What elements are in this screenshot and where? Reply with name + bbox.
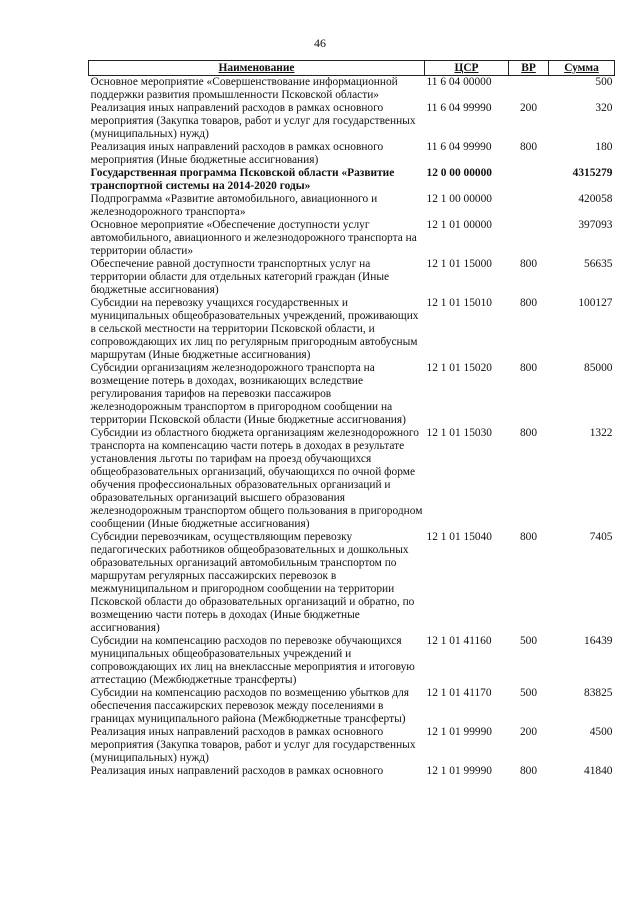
- table-row: [89, 765, 615, 778]
- row-name-cell: Субсидии из областного бюджета организациям железнодорожного транспорта на компенсацию части потерь в доходах в результате установления льготы по тарифам на проезд обучающихся общеобразовательных организаций, обучающихся по очной форме обучения профессиональных образовательных организаций и образовательных организаций высшего образования железнодорожным транспортом общего пользования в пригородном сообщении (Иные бюджетные ассигнования): [90, 427, 423, 530]
- row-vr-cell: 500: [519, 635, 538, 647]
- table-row: [89, 362, 615, 427]
- row-csr-cell: 12 1 01 99990: [426, 726, 492, 738]
- table-row: [89, 141, 615, 167]
- row-name-cell: Обеспечение равной доступности транспортных услуг на территории области для отдельных категорий граждан (Иные бюджетные ассигнования): [90, 258, 390, 296]
- row-sum-cell: 7405: [589, 531, 613, 543]
- row-sum-cell: 16439: [584, 635, 613, 647]
- row-csr-cell: 12 1 00 00000: [426, 193, 492, 205]
- row-vr-cell: [509, 193, 549, 219]
- budget-table: [88, 60, 615, 778]
- table-row: [89, 531, 615, 635]
- table-row: [89, 102, 615, 141]
- row-csr-cell: 12 1 01 15030: [426, 427, 492, 439]
- table-row: [89, 687, 615, 726]
- row-sum-cell: 500: [595, 76, 613, 88]
- row-csr-cell: 11 6 04 00000: [426, 76, 492, 88]
- row-vr-cell: 200: [519, 726, 538, 738]
- row-vr-cell: [509, 219, 549, 258]
- row-sum-cell: 320: [595, 102, 613, 114]
- row-sum-cell: 83825: [584, 687, 613, 699]
- table-row: [89, 297, 615, 362]
- row-sum-cell: 85000: [584, 362, 613, 374]
- row-vr-cell: 800: [519, 141, 538, 153]
- row-name-cell: Основное мероприятие «Обеспечение доступности услуг автомобильного, авиационного и железнодорожного транспорта на территории области»: [90, 219, 417, 257]
- row-csr-cell: 11 6 04 99990: [426, 102, 492, 114]
- column-header-sum: Сумма: [549, 61, 615, 76]
- row-vr-cell: 800: [519, 531, 538, 543]
- row-vr-cell: 200: [519, 102, 538, 114]
- row-sum-cell: 4315279: [572, 167, 613, 179]
- row-csr-cell: 12 1 01 15010: [426, 297, 492, 309]
- row-csr-cell: 12 1 01 00000: [426, 219, 492, 231]
- row-name-cell: Реализация иных направлений расходов в рамках основного мероприятия (Иные бюджетные ассигнования): [90, 141, 384, 166]
- row-name-cell: Субсидии перевозчикам, осуществляющим перевозку педагогических работников общеобразовательных и дошкольных образовательных организаций автомобильным транспортом по маршрутам регулярных пассажирских перевозок в межмуниципальном и пригородном сообщении на территории Псковской области до образовательных организаций и обратно, по возмещению части потерь в доходах (Иные бюджетные ассигнования): [90, 531, 415, 634]
- row-vr-cell: 800: [519, 362, 538, 374]
- table-row: [89, 726, 615, 765]
- column-header-csr: ЦСР: [425, 61, 509, 76]
- row-name-cell: Субсидии организациям железнодорожного транспорта на возмещение потерь в доходах, возникающих вследствие регулирования тарифов на перевозки пассажиров железнодорожным транспортом в пригородном сообщении на территории Псковской области (Иные бюджетные ассигнования): [90, 362, 406, 426]
- row-sum-cell: 420058: [578, 193, 613, 205]
- row-csr-cell: 12 1 01 41160: [426, 635, 492, 647]
- column-header-vr: ВР: [509, 61, 549, 76]
- row-sum-cell: 41840: [584, 765, 613, 777]
- row-csr-cell: 12 1 01 15000: [426, 258, 492, 270]
- column-header-name: Наименование: [89, 61, 425, 76]
- row-vr-cell: 800: [519, 765, 538, 777]
- row-name-cell: Субсидии на компенсацию расходов по перевозке обучающихся муниципальных общеобразовательных учреждений и сопровождающих их лиц на внеклассные мероприятия и итоговую аттестацию (Межбюджетные трансферты): [90, 635, 415, 686]
- row-csr-cell: 12 1 01 41170: [426, 687, 492, 699]
- table-header-row: [89, 61, 615, 76]
- row-name-cell: Субсидии на компенсацию расходов по возмещению убытков для обеспечения пассажирских перевозок между поселениями в границах муниципального района (Межбюджетные трансферты): [90, 687, 410, 725]
- row-vr-cell: 800: [519, 427, 538, 439]
- row-sum-cell: 100127: [578, 297, 613, 309]
- table-row: [89, 167, 615, 193]
- row-sum-cell: 397093: [578, 219, 613, 231]
- row-name-cell: Основное мероприятие «Совершенствование информационной поддержки развития промышленности Псковской области»: [90, 76, 398, 101]
- row-csr-cell: 11 6 04 99990: [426, 141, 492, 153]
- row-vr-cell: [509, 167, 549, 193]
- table-row: [89, 193, 615, 219]
- row-name-cell: Реализация иных направлений расходов в рамках основного мероприятия (Закупка товаров, работ и услуг для государственных (муниципальных) нужд): [90, 102, 416, 140]
- table-row: [89, 76, 615, 103]
- table-row: [89, 258, 615, 297]
- row-csr-cell: 12 0 00 00000: [426, 167, 492, 179]
- row-name-cell: Субсидии на перевозку учащихся государственных и муниципальных общеобразовательных учреждений, проживающих в сельской местности на территории Псковской области, и сопровождающих их лиц по регулярным пригородным автобусным маршрутам (Иные бюджетные ассигнования): [90, 297, 419, 361]
- row-sum-cell: 1322: [589, 427, 613, 439]
- row-name-cell: Реализация иных направлений расходов в рамках основного мероприятия (Закупка товаров, работ и услуг для государственных (муниципальных) нужд): [90, 726, 416, 764]
- table-row: [89, 219, 615, 258]
- table-row: [89, 635, 615, 687]
- row-csr-cell: 12 1 01 99990: [426, 765, 492, 777]
- row-sum-cell: 4500: [589, 726, 613, 738]
- row-csr-cell: 12 1 01 15020: [426, 362, 492, 374]
- row-sum-cell: 56635: [584, 258, 613, 270]
- page-number: 46: [314, 36, 326, 50]
- row-csr-cell: 12 1 01 15040: [426, 531, 492, 543]
- row-vr-cell: 800: [519, 297, 538, 309]
- row-sum-cell: 180: [595, 141, 613, 153]
- row-name-cell: Государственная программа Псковской области «Развитие транспортной системы на 2014-2020 годы»: [90, 167, 395, 192]
- table-row: [89, 427, 615, 531]
- row-name-cell: Подпрограмма «Развитие автомобильного, авиационного и железнодорожного транспорта»: [90, 193, 378, 218]
- row-vr-cell: [509, 76, 549, 103]
- row-vr-cell: 800: [519, 258, 538, 270]
- row-name-cell: Реализация иных направлений расходов в рамках основного: [90, 765, 384, 777]
- row-vr-cell: 500: [519, 687, 538, 699]
